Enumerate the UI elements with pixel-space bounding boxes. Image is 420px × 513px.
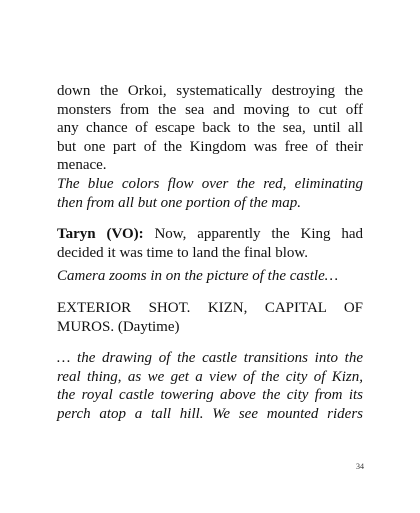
text-line: any chance of escape back to the sea, until all: [57, 120, 363, 136]
dialogue-text: Now, apparently the King had: [143, 226, 363, 242]
paragraph-direction-camera-zoom: [57, 267, 363, 286]
text-line: [57, 225, 363, 244]
text-line: perch atop a tall hill. We see mounted riders: [57, 405, 363, 422]
text-line: The blue colors flow over the red, eliminating: [57, 176, 363, 192]
text-line: EXTERIOR SHOT. KIZN, CAPITAL OF: [57, 300, 363, 316]
text-line: but one part of the Kingdom was free of their: [57, 138, 363, 155]
text-line: real thing, as we get a view of the city of Kizn,: [57, 368, 363, 385]
text-line: Camera zooms in on the picture of the castle…: [57, 268, 339, 284]
paragraph-direction-blue-colors: [57, 175, 363, 212]
paragraph-narration-orkoi: [57, 82, 363, 175]
text-line: monsters from the sea and moving to cut off: [57, 101, 363, 118]
text-line: down the Orkoi, systematically destroying the: [57, 83, 363, 99]
paragraph-dialogue-taryn: [57, 225, 363, 262]
text-line: menace.: [57, 157, 107, 173]
paragraph-direction-castle-transition: [57, 349, 363, 423]
speaker-name: Taryn (VO):: [57, 226, 144, 242]
text-line: decided it was time to land the final blow.: [57, 244, 309, 261]
page-number: 34: [356, 462, 364, 471]
text-line: MUROS. (Daytime): [57, 318, 180, 335]
text-line: then from all but one portion of the map.: [57, 194, 302, 211]
text-line: … the drawing of the castle transitions into the: [57, 350, 363, 366]
scene-heading: [57, 299, 363, 336]
text-line: the royal castle towering above the city from its: [57, 387, 363, 403]
